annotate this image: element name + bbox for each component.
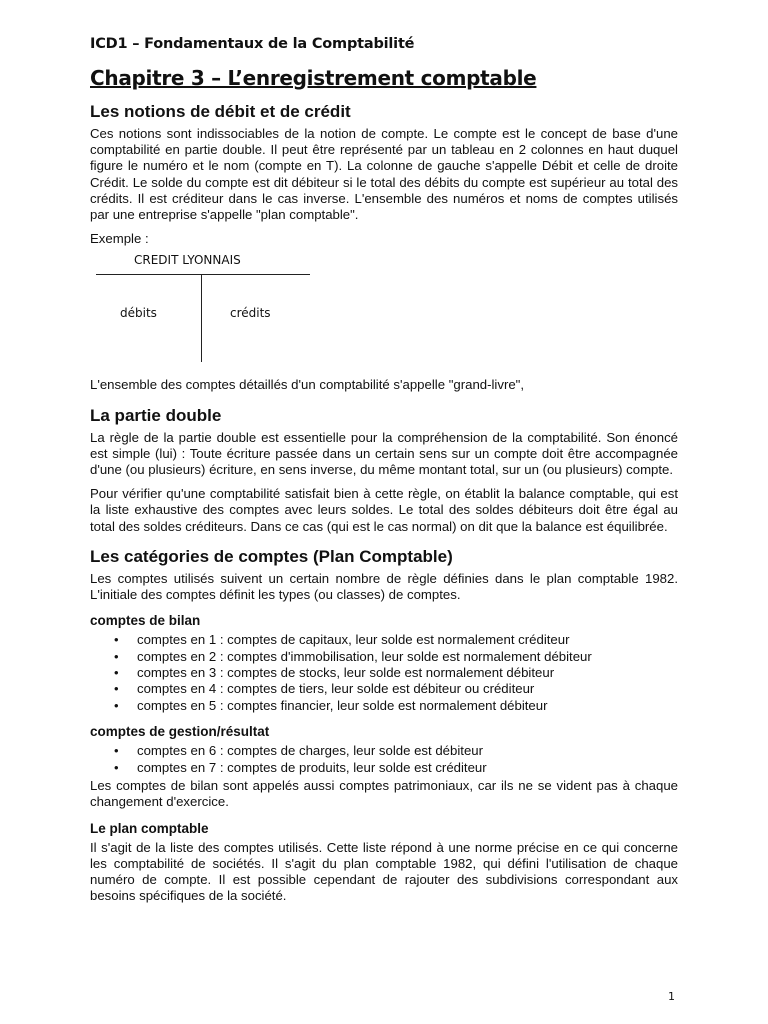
grand-livre-paragraph: L'ensemble des comptes détaillés d'un comptabilité s'appelle "grand-livre",: [90, 377, 525, 393]
list-item: • comptes en 4 : comptes de tiers, leur solde est débiteur ou créditeur: [137, 681, 678, 697]
list-item: • comptes en 2 : comptes d'immobilisation, leur solde est normalement débiteur: [137, 649, 678, 665]
comptes-gestion-list: [90, 743, 678, 776]
page-number: 1: [668, 990, 675, 1003]
partie-double-paragraph-2: Pour vérifier qu'une comptabilité satisfait bien à cette règle, on établit la balance comptable, qui est la liste exhaustive des comptes avec leurs soldes. Le total des soldes débiteurs doit être égal au total des soldes créditeurs. Dans ce cas (qui est le cas normal) on dit que la balance est équilibrée.: [90, 486, 678, 534]
categories-intro-paragraph: Les comptes utilisés suivent un certain nombre de règle définies dans le plan comptable 1982. L'initiale des comptes définit les types (ou classes) de comptes.: [90, 570, 678, 603]
course-header: ICD1 – Fondamentaux de la Comptabilité: [90, 36, 415, 52]
comptes-bilan-title: comptes de bilan: [90, 613, 201, 629]
list-item: • comptes en 1 : comptes de capitaux, leur solde est normalement créditeur: [137, 632, 678, 648]
document-page: [90, 30, 678, 912]
t-account-title: CREDIT LYONNAIS: [134, 253, 241, 268]
comptes-gestion-title: comptes de gestion/résultat: [90, 724, 270, 740]
list-item: • comptes en 6 : comptes de charges, leur solde est débiteur: [137, 743, 678, 759]
t-account-credit-label: crédits: [230, 306, 271, 321]
list-item: • comptes en 5 : comptes financier, leur solde est normalement débiteur: [137, 698, 678, 714]
section-partie-double-title: La partie double: [90, 405, 222, 425]
plan-comptable-title: Le plan comptable: [90, 820, 209, 836]
t-account-diagram: [96, 253, 316, 365]
list-item: • comptes en 3 : comptes de stocks, leur solde est normalement débiteur: [137, 665, 678, 681]
section-categories-title: Les catégories de comptes (Plan Comptable): [90, 546, 453, 566]
t-account-debit-label: débits: [120, 306, 157, 321]
example-label: Exemple :: [90, 231, 149, 247]
comptes-patrimoniaux-paragraph: Les comptes de bilan sont appelés aussi comptes patrimoniaux, car ils ne se vident pas à chaque changement d'exercice.: [90, 778, 678, 810]
chapter-title: Chapitre 3 – L’enregistrement comptable: [90, 66, 537, 90]
list-item: • comptes en 7 : comptes de produits, leur solde est créditeur: [137, 760, 678, 776]
partie-double-paragraph-1: La règle de la partie double est essentielle pour la compréhension de la comptabilité. Son énoncé est simple (lui) : Toute écriture passée dans un certain sens sur un compte doit être accompagnée d'une (ou plusieurs) écriture, en sens inverse, du même montant total, sur un (ou plusieurs) compte.: [90, 429, 678, 478]
section-debit-credit-paragraph: Ces notions sont indissociables de la notion de compte. Le compte est le concept de base d'une comptabilité en partie double. Il peut être représenté par un tableau en 2 colonnes en haut duquel figure le numéro et le nom (compte en T). La colonne de gauche s'appelle Débit et celle de droite Crédit. Le solde du compte est dit débiteur si le total des débits du compte est supérieur au total des crédits. Il est créditeur dans le cas inverse. L'ensemble des numéros et noms de comptes utilisés par une entreprise s'appelle "plan comptable".: [90, 126, 678, 223]
t-account-horizontal-line: [96, 274, 310, 275]
comptes-bilan-list: [90, 632, 678, 714]
section-debit-credit-title: Les notions de débit et de crédit: [90, 102, 351, 121]
t-account-vertical-line: [201, 274, 202, 362]
plan-comptable-paragraph: Il s'agit de la liste des comptes utilisés. Cette liste répond à une norme précise en ce qui concerne les comptabilité de sociétés. Il s'agit du plan comptable 1982, qui défini l'utilisation de chaque numéro de compte. Il est possible cependant de rajouter des subdivisions correspondant aux besoins spécifiques de la société.: [90, 839, 678, 904]
